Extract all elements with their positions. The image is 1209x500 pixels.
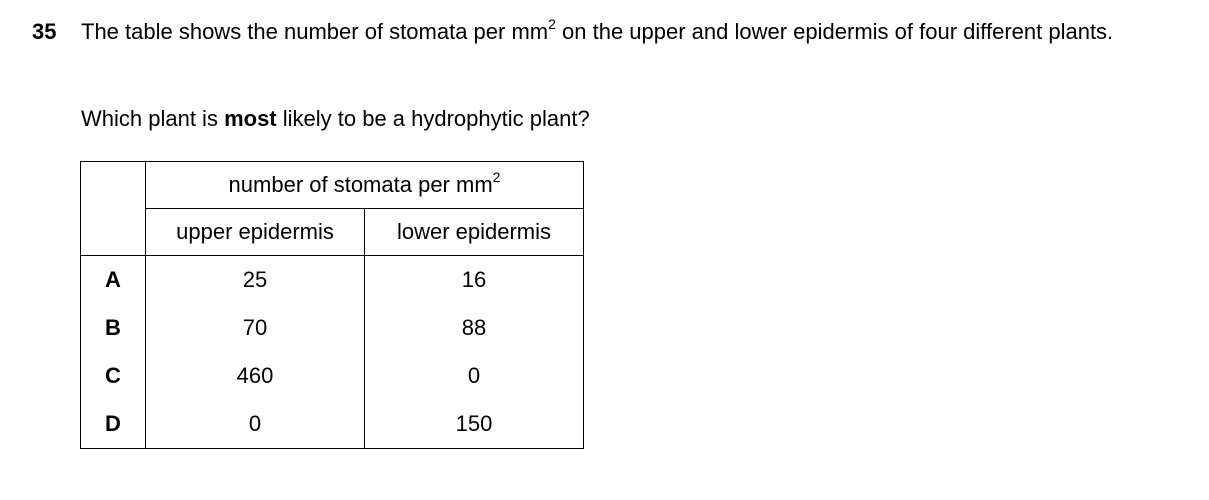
question-number: 35 — [32, 19, 57, 44]
row-label: A — [81, 256, 146, 305]
row-label: B — [81, 304, 146, 352]
question-prompt — [81, 105, 590, 133]
upper-value: 0 — [146, 400, 365, 449]
stem-text: The table shows the number of stomata per mm — [81, 19, 549, 44]
table-row — [81, 352, 584, 400]
table-row — [81, 400, 584, 449]
header-lower-epidermis: lower epidermis — [365, 209, 584, 256]
upper-value: 70 — [146, 304, 365, 352]
upper-value: 460 — [146, 352, 365, 400]
lower-value: 16 — [365, 256, 584, 305]
prompt-emphasis: most — [224, 106, 277, 131]
question-stem — [81, 15, 1169, 46]
header-main — [146, 162, 584, 209]
upper-value: 25 — [146, 256, 365, 305]
table-row — [81, 256, 584, 305]
stem-text-end: on the upper and lower epidermis of four different plants. — [555, 19, 1114, 44]
table-subheader-row — [81, 209, 584, 256]
row-label: C — [81, 352, 146, 400]
table-header-row — [81, 162, 584, 209]
prompt-text-end: likely to be a hydrophytic plant? — [276, 106, 590, 131]
lower-value: 150 — [365, 400, 584, 449]
header-main-text: number of stomata per mm — [228, 172, 493, 197]
header-superscript: 2 — [492, 168, 501, 185]
stem-superscript: 2 — [548, 15, 556, 32]
corner-cell — [81, 162, 146, 256]
header-upper-epidermis: upper epidermis — [146, 209, 365, 256]
lower-value: 88 — [365, 304, 584, 352]
table-row — [81, 304, 584, 352]
lower-value: 0 — [365, 352, 584, 400]
prompt-text: Which plant is — [81, 106, 225, 131]
stomata-table — [80, 161, 584, 449]
row-label: D — [81, 400, 146, 449]
